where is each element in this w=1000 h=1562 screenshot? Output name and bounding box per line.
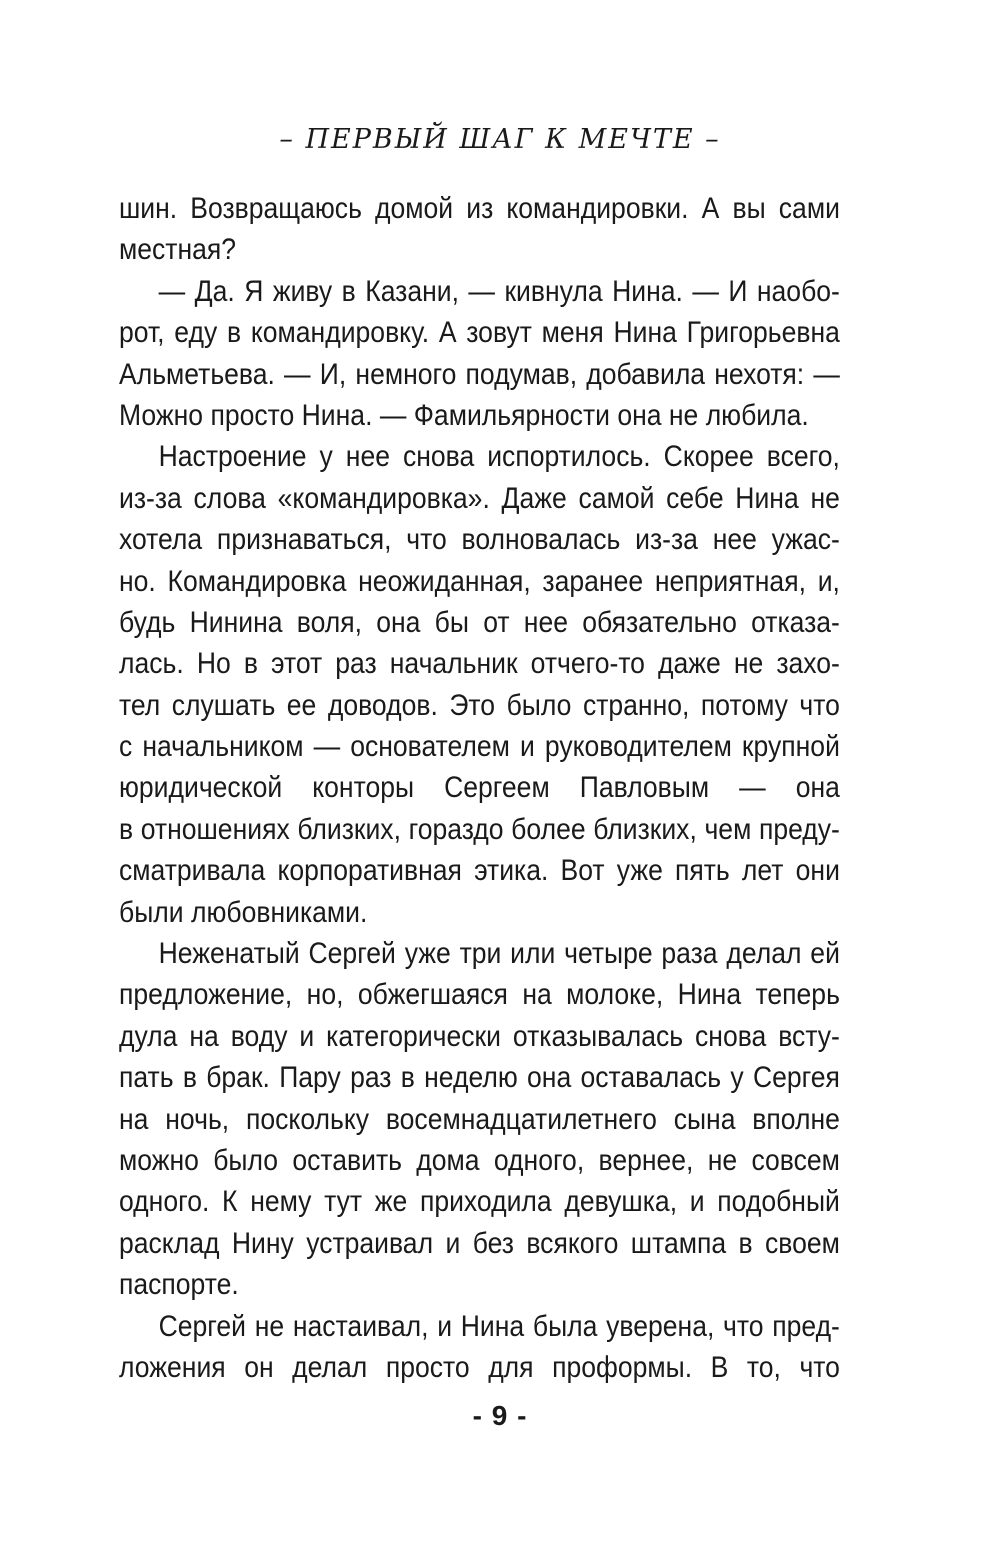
text-line: шин. Возвращаюсь домой из командировки. А вы сами bbox=[119, 192, 840, 225]
text-line: одного. К нему тут же приходила девушка, и подобный bbox=[119, 1185, 840, 1219]
text-line: можно было оставить дома одного, вернее, не совсем bbox=[119, 1143, 840, 1177]
text-line: расклад Нину устраивал и без всякого штампа в своем bbox=[119, 1226, 840, 1260]
text-line: сматривала корпоративная этика. Вот уже пять лет они bbox=[119, 854, 840, 888]
paragraph-start-line: Неженатый Сергей уже три или четыре раза делал ей bbox=[158, 937, 840, 971]
text-line: хотела признаваться, что волновалась из-за нее ужас- bbox=[119, 523, 840, 557]
text-line: пать в брак. Пару раз в неделю она оставалась у Сергея bbox=[119, 1061, 840, 1095]
running-head: – ПЕРВЫЙ ШАГ К МЕЧТЕ – bbox=[279, 124, 721, 155]
paragraph-start-line: — Да. Я живу в Казани, — кивнула Нина. — И наобо- bbox=[158, 274, 840, 308]
text-line: на ночь, поскольку восемнадцатилетнего сына вполне bbox=[119, 1102, 840, 1136]
text-line: лась. Но в этот раз начальник отчего-то даже не захо- bbox=[119, 647, 840, 681]
page-number: - 9 - bbox=[472, 1400, 528, 1431]
text-line: из-за слова «командировка». Даже самой себе Нина не bbox=[119, 481, 840, 515]
text-line: юридической конторы Сергеем Павловым — она bbox=[119, 771, 840, 805]
text-line: местная? bbox=[119, 233, 237, 267]
paragraph-start-line: Сергей не настаивал, и Нина была уверена, что пред- bbox=[158, 1309, 840, 1343]
text-line: в отношениях близких, гораздо более близких, чем преду- bbox=[119, 812, 840, 846]
page-body bbox=[119, 188, 840, 1388]
text-line: предложение, но, обжегшаяся на молоке, Нина теперь bbox=[119, 978, 840, 1012]
text-line: ложения он делал просто для проформы. В то, что bbox=[119, 1350, 840, 1384]
text-line: будь Нинина воля, она бы от нее обязательно отказа- bbox=[119, 605, 840, 639]
text-line: Альметьева. — И, немного подумав, добавила нехотя: — bbox=[119, 357, 840, 391]
text-line: дула на воду и категорически отказывалась снова всту- bbox=[119, 1019, 840, 1053]
paragraph-start-line: Настроение у нее снова испортилось. Скорее всего, bbox=[158, 440, 840, 474]
text-line: были любовниками. bbox=[119, 895, 368, 929]
text-line: паспорте. bbox=[119, 1268, 239, 1302]
text-line: с начальником — основателем и руководителем крупной bbox=[119, 730, 840, 764]
text-line: рот, еду в командировку. А зовут меня Нина Григорьевна bbox=[119, 316, 840, 350]
text-line: Можно просто Нина. — Фамильярности она не любила. bbox=[119, 398, 809, 432]
text-line: тел слушать ее доводов. Это было странно, потому что bbox=[119, 688, 840, 722]
text-line: но. Командировка неожиданная, заранее неприятная, и, bbox=[119, 564, 840, 598]
